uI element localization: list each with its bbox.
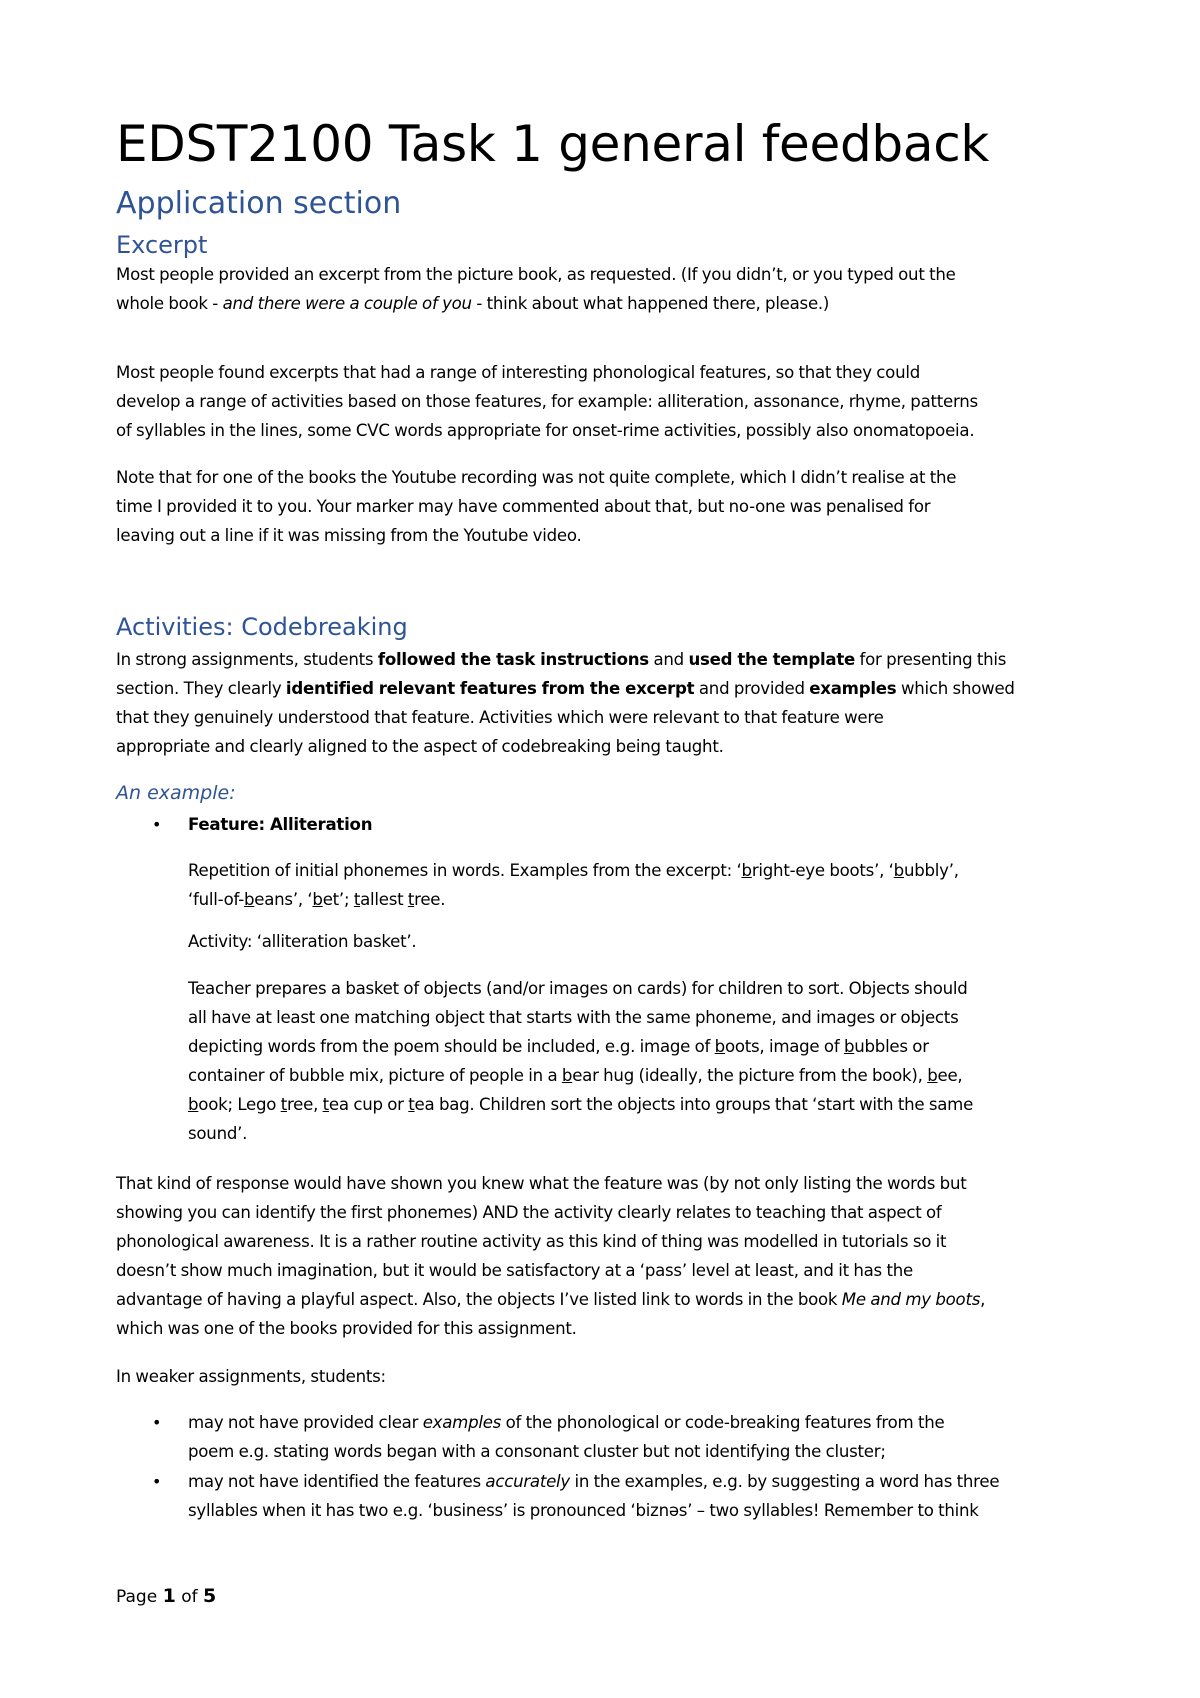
activity-line <box>188 927 416 956</box>
text-span: In strong assignments, students <box>116 650 378 669</box>
text-line: showing you can identify the first phonemes) AND the activity clearly relates to teaching that aspect of <box>116 1203 942 1222</box>
text-line: which was one of the books provided for this assignment. <box>116 1319 577 1338</box>
text-line <box>116 1285 985 1314</box>
text-span: , <box>980 1290 986 1309</box>
underlined-letter: t <box>407 890 415 909</box>
text-span: may not have provided clear <box>188 1413 423 1432</box>
bullet-icon: • <box>152 815 162 834</box>
text-span: in the examples, e.g. by suggesting a word has three <box>570 1472 1000 1491</box>
text-span: ea bag. Children sort the objects into groups that ‘start with the same <box>414 1095 974 1114</box>
bold-span: used the template <box>688 650 856 669</box>
text-span: allest <box>360 890 408 909</box>
underlined-letter: b <box>741 861 752 880</box>
text-span: of the phonological or code-breaking features from the <box>501 1413 945 1432</box>
feature-label: Feature: Alliteration <box>188 815 373 834</box>
response-paragraph <box>116 1169 985 1343</box>
text-span: and <box>648 650 689 669</box>
text-line <box>188 1467 999 1496</box>
underlined-letter: b <box>561 1066 573 1085</box>
text-span: ear hug (ideally, the picture from the book), <box>572 1066 928 1085</box>
text-line: that they genuinely understood that feature. Activities which were relevant to that feature were <box>116 708 884 727</box>
text-span: whole book - <box>116 294 223 313</box>
document-title: EDST2100 Task 1 general feedback <box>116 115 990 173</box>
text-span: ea cup or <box>328 1095 409 1114</box>
text-span: ook; Lego <box>198 1095 281 1114</box>
text-line: Note that for one of the books the Youtube recording was not quite complete, which I didn’t realise at the <box>116 468 957 487</box>
bullet-text <box>188 1408 944 1466</box>
underlined-letter: b <box>843 1037 855 1056</box>
bold-span: examples <box>809 679 897 698</box>
text-line <box>116 645 1015 674</box>
text-line: time I provided it to you. Your marker may have commented about that, but no-one was penalised for <box>116 497 931 516</box>
text-span: container of bubble mix, picture of people in a <box>188 1066 562 1085</box>
bullet-icon: • <box>152 1472 162 1491</box>
underlined-letter: b <box>188 1095 199 1114</box>
text-line <box>188 1032 973 1061</box>
text-line: leaving out a line if it was missing from the Youtube video. <box>116 526 582 545</box>
text-line <box>188 885 959 914</box>
text-span: advantage of having a playful aspect. Also, the objects I’ve listed link to words in the book <box>116 1290 842 1309</box>
excerpt-paragraph-1 <box>116 260 956 318</box>
teacher-paragraph <box>188 974 973 1148</box>
repetition-paragraph <box>188 856 959 914</box>
excerpt-heading: Excerpt <box>116 231 208 259</box>
weaker-assignments-intro <box>116 1362 386 1391</box>
text-line: That kind of response would have shown you knew what the feature was (by not only listing the words but <box>116 1174 967 1193</box>
page-word: Page <box>116 1587 163 1607</box>
text-span: depicting words from the poem should be included, e.g. image of <box>188 1037 715 1056</box>
text-span: for presenting this <box>855 650 1007 669</box>
text-line <box>188 856 959 885</box>
text-line: poem e.g. stating words began with a consonant cluster but not identifying the cluster; <box>188 1442 886 1461</box>
page-footer <box>116 1584 216 1609</box>
text-span: and provided <box>694 679 810 698</box>
italic-span: and there were a couple of you <box>222 294 472 313</box>
underlined-letter: b <box>893 861 904 880</box>
excerpt-paragraph-2 <box>116 358 978 445</box>
text-line: all have at least one matching object that starts with the same phoneme, and images or objects <box>188 1008 959 1027</box>
text-line: syllables when it has two e.g. ‘business’ is pronounced ‘biznəs’ – two syllables! Remember to think <box>188 1501 979 1520</box>
bold-span: identified relevant features from the excerpt <box>285 679 695 698</box>
text-line: phonological awareness. It is a rather routine activity as this kind of thing was modelled in tutorials so it <box>116 1232 947 1251</box>
of-word: of <box>175 1587 203 1607</box>
text-span: section. They clearly <box>116 679 286 698</box>
text-span: ree, <box>286 1095 323 1114</box>
text-line <box>188 1408 944 1437</box>
bold-span: followed the task instructions <box>377 650 649 669</box>
text-line: In weaker assignments, students: <box>116 1367 386 1386</box>
page-total: 5 <box>203 1585 217 1607</box>
text-line: sound’. <box>188 1124 248 1143</box>
text-line: of syllables in the lines, some CVC words appropriate for onset-rime activities, possibly also onomatopoeia. <box>116 421 975 440</box>
activities-codebreaking-heading: Activities: Codebreaking <box>116 613 408 641</box>
excerpt-paragraph-3 <box>116 463 956 550</box>
text-line <box>116 289 956 318</box>
text-span: ee, <box>937 1066 963 1085</box>
text-span: eans’, ‘ <box>254 890 313 909</box>
example-heading: An example: <box>116 782 236 804</box>
underlined-letter: b <box>312 890 323 909</box>
text-span: ubbly’, <box>903 861 959 880</box>
text-line <box>116 674 1015 703</box>
text-line: develop a range of activities based on those features, for example: alliteration, assonance, rhyme, patterns <box>116 392 978 411</box>
application-section-heading: Application section <box>116 186 402 221</box>
text-span: et’; <box>322 890 354 909</box>
text-span: right-eye boots’, ‘ <box>751 861 894 880</box>
text-line <box>188 1090 973 1119</box>
strong-assignments-paragraph <box>116 645 1015 761</box>
bullet-icon: • <box>152 1413 162 1432</box>
text-line: doesn’t show much imagination, but it would be satisfactory at a ‘pass’ level at least, and it has the <box>116 1261 913 1280</box>
text-line: Most people found excerpts that had a range of interesting phonological features, so that they could <box>116 363 920 382</box>
italic-span: Me and my boots <box>841 1290 981 1309</box>
underlined-letter: t <box>322 1095 329 1114</box>
text-line <box>188 1061 973 1090</box>
italic-span: examples <box>422 1413 502 1432</box>
text-span: oots, image of <box>724 1037 844 1056</box>
italic-span: accurately <box>485 1472 570 1491</box>
text-line: Activity: ‘alliteration basket’. <box>188 932 417 951</box>
underlined-letter: t <box>280 1095 287 1114</box>
text-line: Teacher prepares a basket of objects (and/or images on cards) for children to sort. Objects should <box>188 979 968 998</box>
text-line: Most people provided an excerpt from the picture book, as requested. (If you didn’t, or you typed out the <box>116 265 956 284</box>
text-line: appropriate and clearly aligned to the aspect of codebreaking being taught. <box>116 737 724 756</box>
text-span: Repetition of initial phonemes in words. Examples from the excerpt: ‘ <box>188 861 742 880</box>
text-span: - think about what happened there, please.) <box>471 294 830 313</box>
bullet-text <box>188 1467 999 1525</box>
text-span: ubbles or <box>854 1037 929 1056</box>
underlined-letter: t <box>353 890 361 909</box>
underlined-letter: b <box>243 890 255 909</box>
feature-bullet <box>152 810 1092 839</box>
text-span: ree. <box>414 890 446 909</box>
weak-bullet-1 <box>152 1408 1096 1466</box>
text-span: which showed <box>896 679 1015 698</box>
weak-bullet-2 <box>152 1467 1096 1525</box>
text-span: may not have identified the features <box>188 1472 486 1491</box>
underlined-letter: t <box>408 1095 415 1114</box>
page-number: 1 <box>162 1585 176 1607</box>
underlined-letter: b <box>927 1066 938 1085</box>
underlined-letter: b <box>714 1037 725 1056</box>
text-span: ‘full-of- <box>188 890 244 909</box>
